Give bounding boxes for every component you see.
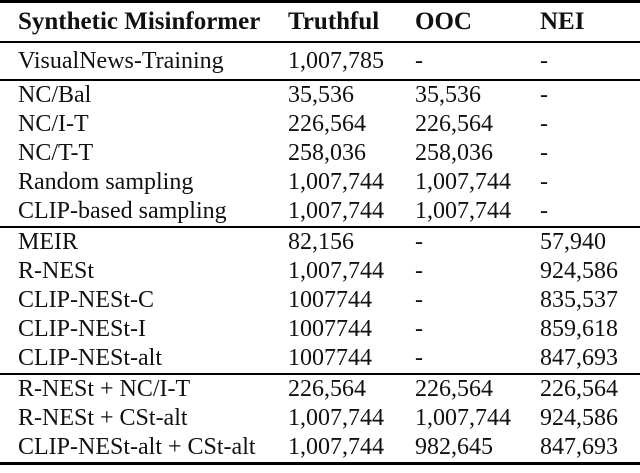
header-nei: NEI [540,2,640,43]
cell-ooc: 1,007,744 [415,169,511,195]
cell-truthful: 258,036 [288,140,366,166]
cell-nei: 226,564 [540,376,618,402]
table-row [0,433,640,464]
cell-ooc: 35,536 [415,82,481,108]
cell-method: NC/T-T [18,140,94,166]
cell-truthful: 1,007,744 [288,434,384,460]
cell-truthful: 35,536 [288,82,354,108]
cell-truthful: 1,007,744 [288,198,384,224]
cell-ooc: 1,007,744 [415,405,511,431]
header-truthful: Truthful [288,2,415,43]
cell-nei: 847,693 [540,434,618,460]
section-nei-misinformers [0,227,640,374]
cell-ooc: 1,007,744 [415,198,511,224]
cell-method: Random sampling [18,169,194,195]
cell-method: R-NESt [18,258,95,284]
cell-nei: - [540,169,548,195]
section-combined-misinformers [0,374,640,464]
cell-ooc: 226,564 [415,376,493,402]
cell-method: NC/I-T [18,111,89,137]
cell-truthful: 1,007,744 [288,169,384,195]
table-row [0,227,640,257]
cell-nei: 924,586 [540,258,618,284]
header-row [0,2,640,43]
cell-method: CLIP-based sampling [18,198,227,224]
cell-method: CLIP-NESt-I [18,316,146,342]
cell-truthful: 82,156 [288,229,354,255]
cell-ooc: - [415,258,423,284]
cell-ooc: 982,645 [415,434,493,460]
cell-method: R-NESt + CSt-alt [18,405,188,431]
cell-method: CLIP-NESt-alt [18,345,162,371]
cell-truthful: 1007744 [288,316,372,342]
cell-method: CLIP-NESt-C [18,287,155,313]
cell-truthful: 226,564 [288,376,366,402]
cell-nei: - [540,82,548,108]
cell-method: NC/Bal [18,82,92,108]
cell-nei: - [540,111,548,137]
cell-ooc: - [415,47,423,74]
table-row [0,80,640,110]
table-row [0,315,640,344]
table-row [0,404,640,433]
cell-truthful: 1,007,744 [288,258,384,284]
cell-ooc: - [415,345,423,371]
cell-nei: - [540,47,548,74]
table-row [0,257,640,286]
table-row [0,374,640,404]
cell-method: R-NESt + NC/I-T [18,376,191,402]
section-ooc-misinformers [0,80,640,227]
table-row [0,168,640,197]
table-row [0,344,640,374]
cell-nei: 835,537 [540,287,618,313]
cell-truthful: 1007744 [288,287,372,313]
cell-nei: - [540,140,548,166]
cell-truthful: 1,007,744 [288,405,384,431]
cell-nei: 57,940 [540,229,606,255]
cell-truthful: 226,564 [288,111,366,137]
table-row [0,197,640,227]
cell-method: MEIR [18,229,78,255]
cell-truthful: 1007744 [288,345,372,371]
cell-ooc: - [415,316,423,342]
cell-method: VisualNews-Training [18,47,224,74]
header-ooc: OOC [415,2,540,43]
table-row [0,42,640,80]
cell-nei: 847,693 [540,345,618,371]
cell-truthful: 1,007,785 [288,47,384,74]
section-source-dataset [0,42,640,80]
header-synthetic-misinformer: Synthetic Misinformer [0,2,288,43]
cell-nei: 859,618 [540,316,618,342]
table-row [0,139,640,168]
cell-nei: 924,586 [540,405,618,431]
cell-method: CLIP-NESt-alt + CSt-alt [18,434,256,460]
table-row [0,110,640,139]
cell-ooc: 226,564 [415,111,493,137]
table-row [0,286,640,315]
table-header [0,2,640,43]
cell-ooc: - [415,229,423,255]
cell-nei: - [540,198,548,224]
cell-ooc: - [415,287,423,313]
cell-ooc: 258,036 [415,140,493,166]
